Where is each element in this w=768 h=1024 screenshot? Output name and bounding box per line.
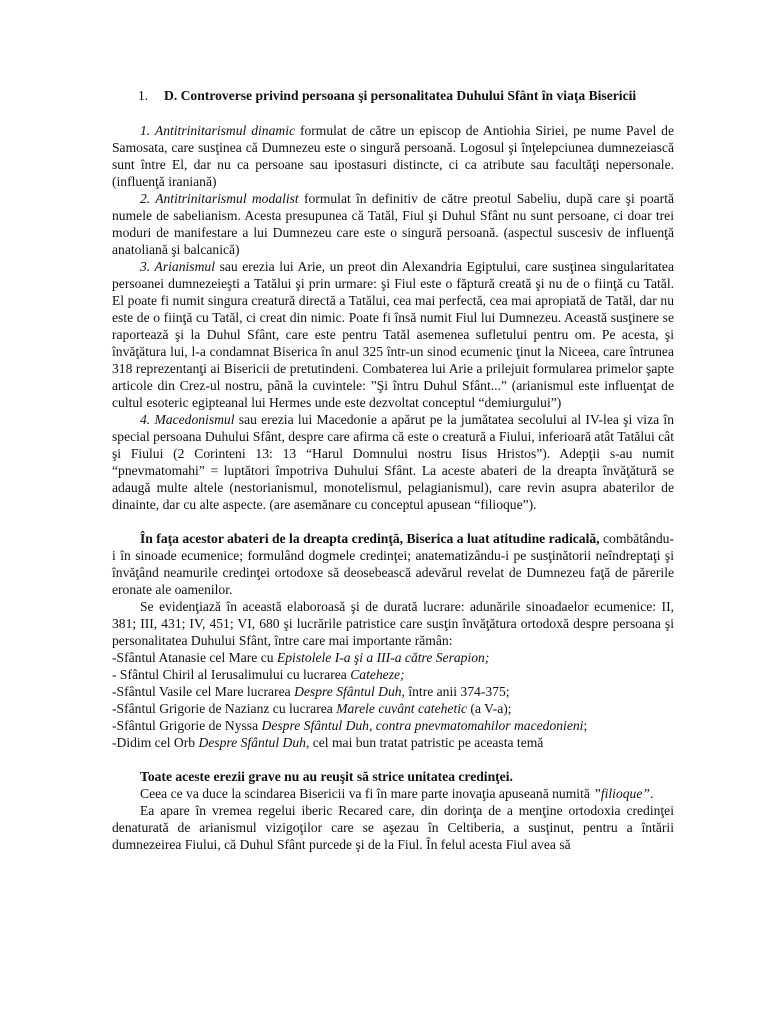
heading-title: D. Controverse privind persoana şi personalitatea Duhului Sfânt în viaţa Bisericii xyxy=(164,88,637,103)
list-item: -Sfântul Vasile cel Mare lucrarea Despre Sfântul Duh, între anii 374-375; xyxy=(112,684,510,699)
paragraph-recared xyxy=(112,802,674,853)
paragraph-dynamic-antitrinitarianism xyxy=(112,122,674,190)
term-label: 3. Arianismul xyxy=(140,259,215,274)
paragraph-arianism xyxy=(112,258,674,411)
paragraph-filioque-intro: Ceea ce va duce la scindarea Bisericii va fi în mare parte inovaţia apuseană numită ”filioque”. xyxy=(140,786,654,801)
filioque-term: ”filioque” xyxy=(593,786,650,801)
paragraph-macedonianism xyxy=(112,411,674,513)
patristic-works-list xyxy=(112,649,674,751)
paragraph-modalist-antitrinitarianism xyxy=(112,190,674,258)
paragraph-church-response xyxy=(112,530,674,598)
paragraph-text: Se evidenţiază în această elaboroasă şi de durată lucrare: adunările sinoadaelor ecumenice: II, 381; III, 431; IV, 451; VI, 680 şi lucrările patristice care susţin învăţătura ortodoxă despre persoana şi personalitatea Duhului Sfânt, între care mai importante rămân: xyxy=(112,599,674,648)
paragraph-ecumenical-councils xyxy=(112,598,674,649)
paragraph-text: sau erezia lui Arie, un preot din Alexandria Egiptului, care susţinea singularitatea persoanei dumnezeieşti a Tatălui şi prin urmare: şi Fiul este o făptură creată şi nu de o fiinţă cu Tatăl. El poate fi numit singura creatură directă a Tatălui, cea mai perfectă, cea mai apropiată de Tatăl, dar nu este de o fiinţă cu Tatăl, ci creat din nimic. Poate fi însă numit Fiul lui Dumnezeu. Această susţinere se raportează şi la Duhul Sfânt, care este pentru Tatăl asemenea sufletului pentru om. Pe acesta, şi învăţătura lui, l-a condamnat Biserica în anul 325 într-un sinod ecumenic ţinut la Niceea, care întrunea 318 reprezentanţi ai Bisericii de pretutindeni. Combaterea lui Arie a prilejuit formularea primelor şapte articole din Crez-ul nostru, până la cuvintele: ”Şi întru Duhul Sfânt...” (arianismul este influenţat de cultul esoteric egipteanal lui Hermes unde este dezvoltat conceptul “demiurgului”) xyxy=(112,259,674,410)
list-item: - Sfântul Chiril al Ierusalimului cu lucrarea Cateheze; xyxy=(112,667,405,682)
list-item: -Sfântul Atanasie cel Mare cu Epistolele I-a şi a III-a către Serapion; xyxy=(112,650,490,665)
section-heading xyxy=(112,87,674,104)
bold-lead: Toate aceste erezii grave nu au reuşit să strice unitatea credinţei. xyxy=(140,769,513,784)
term-label: 4. Macedonismul xyxy=(140,412,235,427)
bold-lead: În faţa acestor abateri de la dreapta credinţă, Biserica a luat atitudine radicală, xyxy=(140,531,600,546)
paragraph-text: formulat de către un episcop de Antiohia Siriei, pe nume Pavel de Samosata, care susţinea că Dumnezeu este o singură persoană. Logosul şi înţelepciunea dumnezeiască sunt între El, dar nu ca persoane sau ipostasuri distincte, ci ca atribute sau facultăţi nepersonale. (influenţă iraniană) xyxy=(112,123,674,189)
term-label: 2. Antitrinitarismul modalist xyxy=(140,191,299,206)
paragraph-text: sau erezia lui Macedonie a apărut pe la jumătatea secolului al IV-lea şi viza în special persoana Duhului Sfânt, despre care afirma că este o creatură a Fiului, inferioară atât Tatălui cât şi Fiului (2 Corinteni 13: 13 “Harul Domnului nostru Iisus Hristos”). Adepţii s-au numit “pnevmatomahi” = luptători împotriva Duhului Sfânt. La aceste abateri de la dreapta învăţătură se adaugă multe altele (nestorianismul, monotelismul, pelagianismul), care revin asupra abaterilor de dinainte, dar cu alte aspecte. (are asemănare cu conceptul apusean “filioque”). xyxy=(112,412,674,512)
term-label: 1. Antitrinitarismul dinamic xyxy=(140,123,296,138)
paragraph-text: combătându-i în sinoade ecumenice; formulând dogmele credinţei; anatematizându-i pe susţinătorii neîndreptaţi şi învăţând neamurile credinţei ortodoxe să deosebească adevărul revelat de Dumnezeu faţă de părerile eronate ale oamenilor. xyxy=(112,531,674,597)
paragraph-text: Ceea ce va duce la scindarea Bisericii va fi în mare parte inovaţia apuseană numită xyxy=(140,786,594,801)
heading-number: 1. xyxy=(138,88,149,103)
document-body xyxy=(112,87,674,853)
paragraph-text: formulat în definitiv de către preotul Sabeliu, după care şi poartă numele de sabelianism. Acesta presupunea că Tatăl, Fiul şi Duhul Sfânt nu sunt persoane, ci doar trei moduri de manifestare a lui Dumnezeu care este o singură persoană. (aspectul suscesiv de influenţă anatoliană şi balcanică) xyxy=(112,191,675,257)
list-item: -Didim cel Orb Despre Sfântul Duh, cel mai bun tratat patristic pe aceasta temă xyxy=(112,735,544,750)
list-item: -Sfântul Grigorie de Nyssa Despre Sfântul Duh, contra pnevmatomahilor macedonieni; xyxy=(112,718,588,733)
list-item: -Sfântul Grigorie de Nazianz cu lucrarea Marele cuvânt catehetic (a V-a); xyxy=(112,701,512,716)
paragraph-unity-statement xyxy=(112,768,674,785)
paragraph-text: Ea apare în vremea regelui iberic Recared care, din dorinţa de a menţine ortodoxia credinţei denaturată de arianismul vizigoţilor care se aşezau în Celtiberia, a susţinut, pentru a întării dumnezeirea Fiului, că Duhul Sfânt purcede şi de la Fiul. În felul acesta Fiul avea să xyxy=(112,803,674,852)
